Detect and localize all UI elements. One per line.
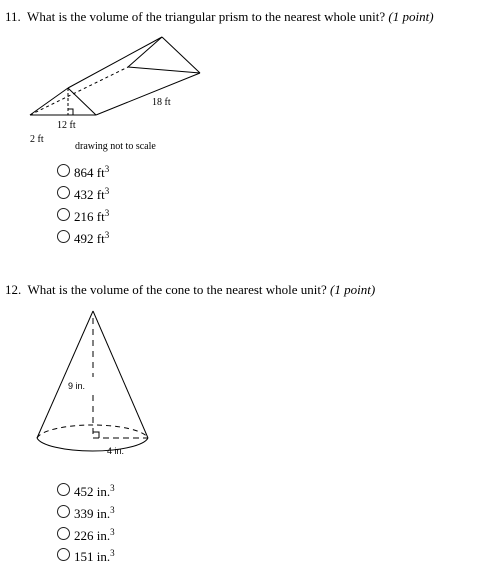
option-exponent: 3 [110, 548, 115, 558]
figure-note: drawing not to scale [75, 141, 156, 152]
option-exponent: 3 [110, 505, 115, 515]
cone-radius-label: 4 in. [107, 446, 125, 456]
radio-button[interactable] [57, 483, 70, 496]
option-label: 151 in. [74, 549, 111, 564]
radio-button[interactable] [57, 505, 70, 518]
option-exponent: 3 [104, 186, 110, 196]
radio-button[interactable] [57, 548, 70, 561]
option-exponent: 3 [104, 230, 110, 240]
option-label: 226 in. [74, 528, 111, 543]
question-11-number: 11. [5, 9, 21, 24]
question-12-text: What is the volume of the cone to the nearest whole unit? [27, 282, 327, 297]
prism-height-label: 2 ft [30, 134, 44, 145]
option-exponent: 3 [110, 527, 115, 537]
cone-height-label: 9 in. [68, 381, 86, 391]
option-exponent: 3 [104, 208, 110, 218]
option-label: 432 ft [74, 187, 105, 202]
option-label: 492 ft [74, 231, 105, 246]
question-12-number: 12. [5, 282, 22, 297]
question-11-points: (1 point) [388, 9, 434, 24]
prism-base-label: 12 ft [57, 120, 76, 131]
option-exponent: 3 [104, 164, 110, 174]
option-label: 339 in. [74, 506, 111, 521]
radio-button[interactable] [57, 527, 70, 540]
prism-length-label: 18 ft [152, 97, 171, 108]
option-label: 864 ft [74, 165, 105, 180]
question-12-points: (1 point) [330, 282, 376, 297]
option-label: 216 ft [74, 209, 105, 224]
option-exponent: 3 [110, 483, 115, 493]
option-label: 452 in. [74, 484, 111, 499]
question-11-text: What is the volume of the triangular prism to the nearest whole unit? [27, 9, 386, 24]
